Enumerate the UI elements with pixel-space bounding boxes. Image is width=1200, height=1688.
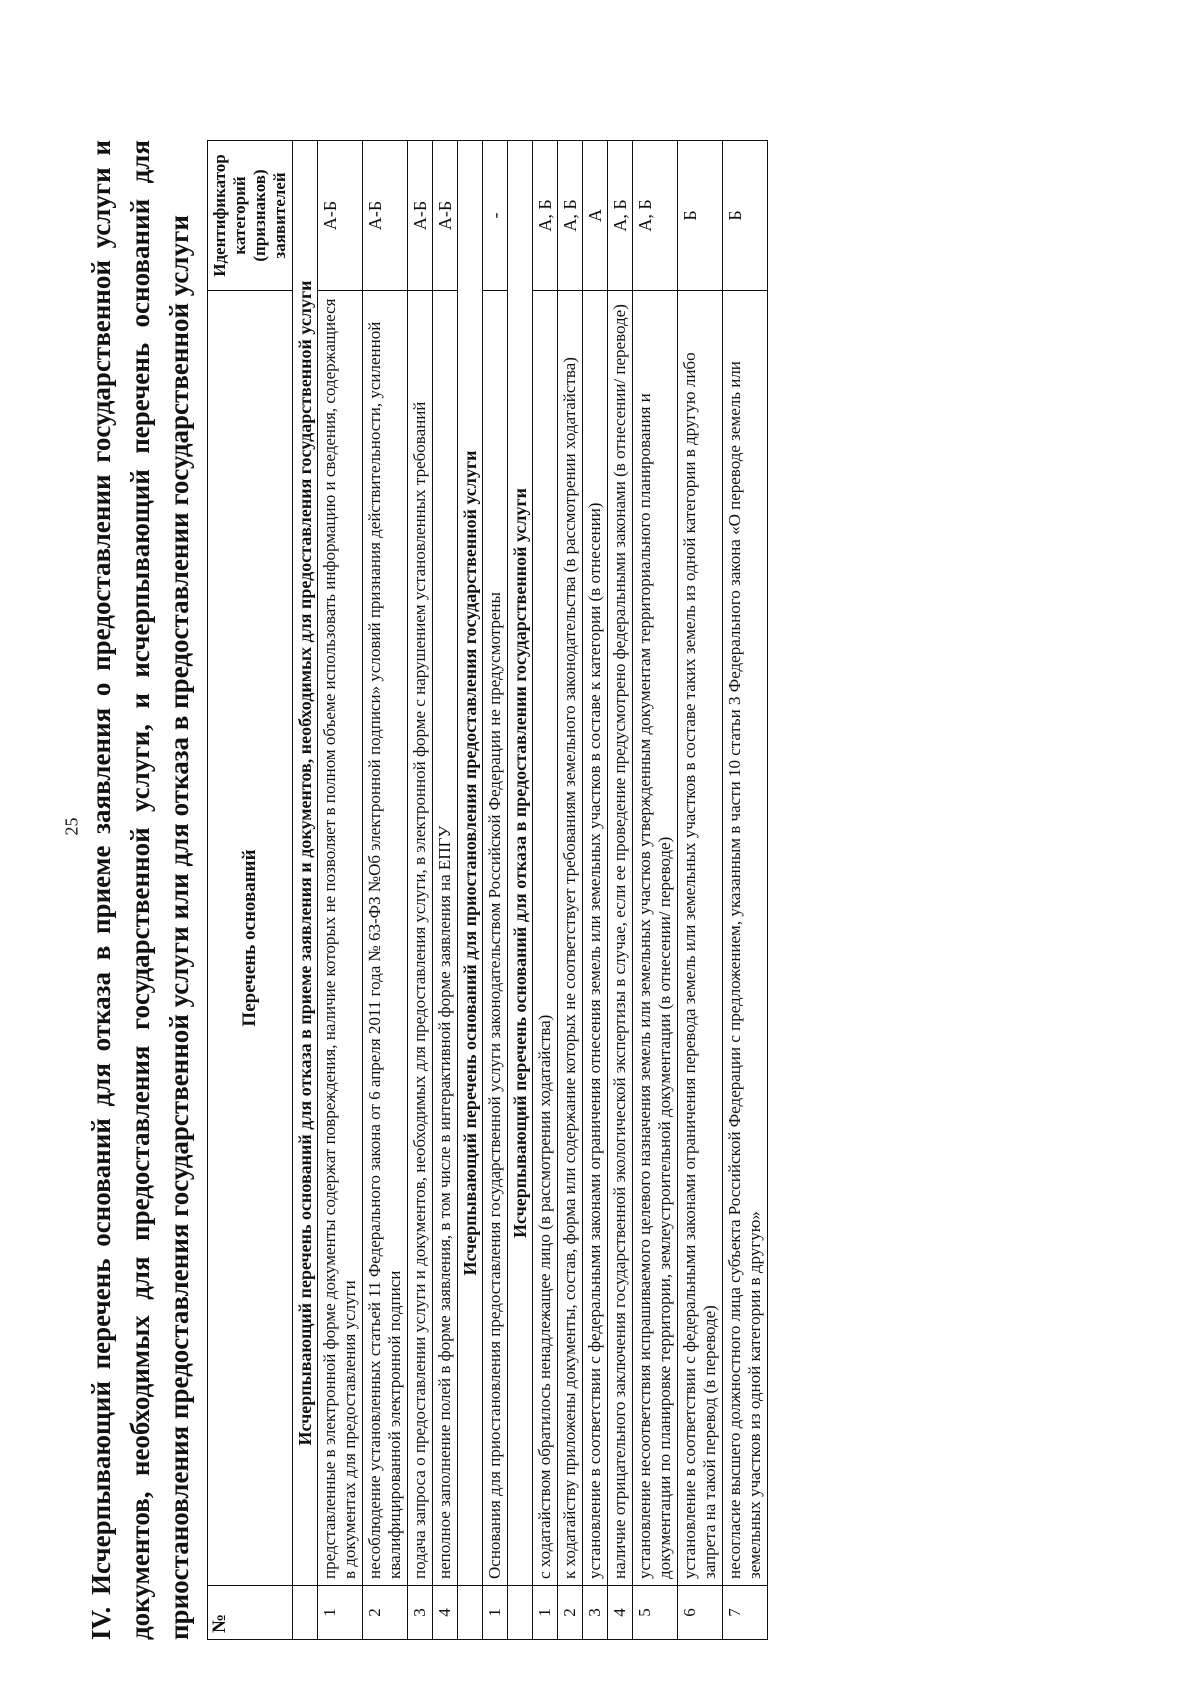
row-cat: Б	[723, 141, 768, 291]
row-cat: А, Б	[608, 141, 633, 291]
row-text: Основания для приостановления предоставления государственной услуги законодательством Российской Федерации не предусмотрены	[483, 291, 508, 1586]
row-num: 1	[533, 1586, 558, 1640]
table-header-row	[208, 141, 293, 1640]
section-row	[293, 141, 318, 1640]
table-row	[723, 141, 768, 1640]
row-text: установление в соответствии с федеральными законами ограничения отнесения земель или земельных участков в составе к категории (в отнесении)	[583, 291, 608, 1586]
row-num: 6	[678, 1586, 723, 1640]
row-num: 1	[483, 1586, 508, 1640]
row-text: несогласие высшего должностного лица субъекта Российской Федерации с предложением, указанным в части 10 статьи 3 Федерального закона «О переводе земель или земельных участков из одной категории в другую»	[723, 291, 768, 1586]
table-row	[433, 141, 458, 1640]
page-number: 25	[61, 817, 82, 836]
header-grounds: Перечень оснований	[208, 291, 293, 1586]
section-title: Исчерпывающий перечень оснований для приостановления предоставления государственной услуги	[458, 141, 483, 1586]
table-row	[608, 141, 633, 1640]
row-num: 2	[558, 1586, 583, 1640]
row-cat: А-Б	[408, 141, 433, 291]
header-num: №	[208, 1586, 293, 1640]
row-text: наличие отрицательного заключения государственной экологической экспертизы в случае, если ее проведение предусмотрено федеральными законами (в отнесении/ переводе)	[608, 291, 633, 1586]
table-row	[408, 141, 433, 1640]
section-heading: IV. Исчерпывающий перечень оснований для отказа в приеме заявления о предоставлении государственной услуги и документов, необходимых для предоставления государственной услуги, и исчерпывающий перечень оснований для приостановления предоставления государственной услуги или для отказа в предоставлении государственной услуги	[86, 140, 194, 1640]
row-text: установление в соответствии с федеральными законами ограничения перевода земель или земельных участков в составе таких земель из одной категории в другую либо запрета на такой перевод (в переводе)	[678, 291, 723, 1586]
row-text: с ходатайством обратилось ненадлежащее лицо (в рассмотрении ходатайства)	[533, 291, 558, 1586]
table-row	[318, 141, 363, 1640]
row-cat: А, Б	[558, 141, 583, 291]
row-text: установление несоответствия испрашиваемого целевого назначения земель или земельных участков утвержденным документам территориального планирования и документации по планировке территории, землеустроительной документации (в отнесении/ переводе)	[633, 291, 678, 1586]
grounds-table	[207, 140, 768, 1640]
row-num: 3	[408, 1586, 433, 1640]
row-cat: А, Б	[633, 141, 678, 291]
row-text: к ходатайству приложены документы, состав, форма или содержание которых не соответствует требованиям земельного законодательства (в рассмотрении ходатайства)	[558, 291, 583, 1586]
row-text: неполное заполнение полей в форме заявления, в том числе в интерактивной форме заявления на ЕПГУ	[433, 291, 458, 1586]
section-row	[458, 141, 483, 1640]
section-title: Исчерпывающий перечень оснований для отказа в предоставлении государственной услуги	[508, 141, 533, 1586]
row-cat: А-Б	[433, 141, 458, 291]
row-cat: А-Б	[363, 141, 408, 291]
row-text: несоблюдение установленных статьей 11 Федерального закона от 6 апреля 2011 года № 63-ФЗ №Об электронной подписи» условий признания действительности, усиленной квалифицированной электронной подписи	[363, 291, 408, 1586]
rotated-sheet	[82, 140, 1132, 1640]
table-row	[483, 141, 508, 1640]
table-row	[583, 141, 608, 1640]
row-cat: -	[483, 141, 508, 291]
section-title: Исчерпывающий перечень оснований для отказа в приеме заявления и документов, необходимых для предоставления государственной услуги	[293, 141, 318, 1586]
row-cat: А, Б	[533, 141, 558, 291]
row-num: 5	[633, 1586, 678, 1640]
row-num: 4	[433, 1586, 458, 1640]
row-num: 3	[583, 1586, 608, 1640]
table-row	[678, 141, 723, 1640]
row-cat: А	[583, 141, 608, 291]
row-text: представленные в электронной форме документы содержат повреждения, наличие которых не позволяет в полном объеме использовать информацию и сведения, содержащиеся в документах для предоставления услуги	[318, 291, 363, 1586]
header-ident: Идентификатор категорий (признаков) заявителей	[208, 141, 293, 291]
row-cat: А-Б	[318, 141, 363, 291]
table-row	[558, 141, 583, 1640]
row-text: подача запроса о предоставлении услуги и документов, необходимых для предоставления услуги, в электронной форме с нарушением установленных требований	[408, 291, 433, 1586]
row-num: 1	[318, 1586, 363, 1640]
row-num: 2	[363, 1586, 408, 1640]
table-row	[363, 141, 408, 1640]
table-row	[633, 141, 678, 1640]
row-num: 4	[608, 1586, 633, 1640]
row-num: 7	[723, 1586, 768, 1640]
section-row	[508, 141, 533, 1640]
row-cat: Б	[678, 141, 723, 291]
table-row	[533, 141, 558, 1640]
